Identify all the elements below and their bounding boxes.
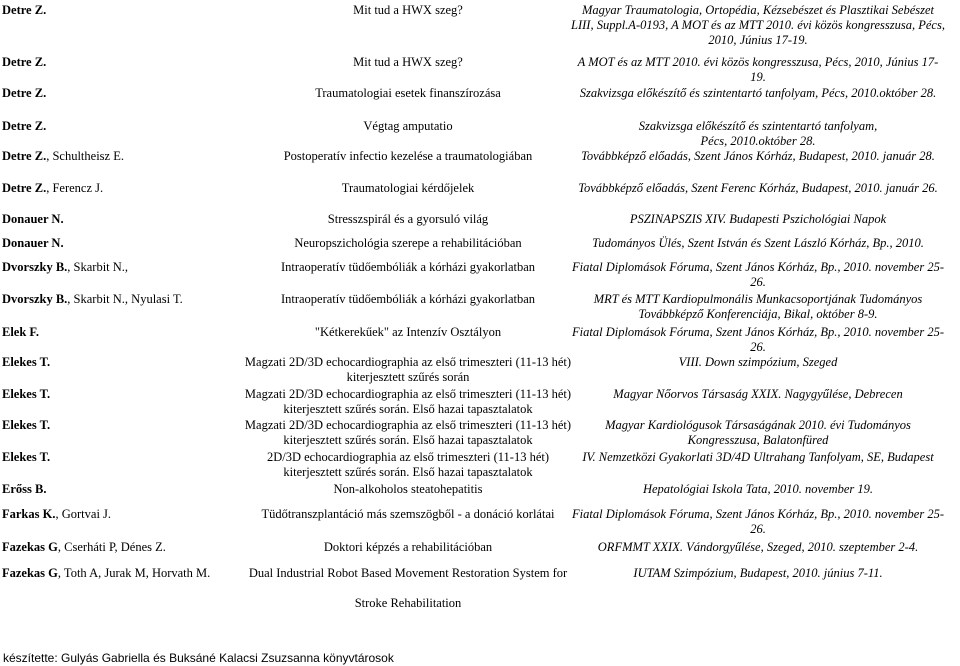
title-cell	[228, 566, 588, 611]
venue-line: Továbbképző előadás, Szent János Kórház, Budapest, 2010. január 28.	[581, 149, 935, 163]
author-cell	[2, 119, 230, 134]
title-cell	[228, 325, 588, 340]
author-cell	[2, 566, 230, 581]
author-cell	[2, 355, 230, 370]
title-cell	[228, 260, 588, 275]
venue-cell	[562, 387, 954, 402]
venue-line: Továbbképző Konferenciája, Bikal, október 8-9.	[638, 307, 878, 321]
title-line: Non-alkoholos steatohepatitis	[333, 482, 483, 496]
venue-line: Fiatal Diplomások Fóruma, Szent János Kórház, Bp., 2010. november 25-	[572, 325, 944, 339]
title-line: kiterjesztett szűrés során. Első hazai tapasztalatok	[283, 433, 533, 447]
title-cell	[228, 355, 588, 385]
author-cell	[2, 387, 230, 402]
title-line: kiterjesztett szűrés során	[346, 370, 470, 384]
co-authors: , Cserháti P, Dénes Z.	[57, 540, 166, 554]
title-line: Mit tud a HWX szeg?	[353, 3, 463, 17]
venue-line: Magyar Kardiológusok Társaságának 2010. évi Tudományos	[605, 418, 911, 432]
title-cell	[228, 292, 588, 307]
first-author: Detre Z.	[2, 55, 47, 69]
title-cell	[228, 450, 588, 480]
first-author: Fazekas G	[2, 540, 58, 554]
author-cell	[2, 86, 230, 101]
author-cell	[2, 3, 230, 18]
first-author: Detre Z.	[2, 86, 47, 100]
title-cell	[228, 149, 588, 164]
title-line: Tüdőtranszplantáció más szemszögből - a donáció korlátai	[261, 507, 555, 521]
venue-cell	[562, 260, 954, 290]
venue-line: IUTAM Szimpózium, Budapest, 2010. június 7-11.	[633, 566, 883, 580]
author-cell	[2, 450, 230, 465]
title-line: Intraoperatív tüdőembóliák a kórházi gyakorlatban	[280, 292, 536, 306]
title-cell	[228, 119, 588, 134]
first-author: Elekes T.	[2, 450, 51, 464]
venue-cell	[562, 418, 954, 448]
title-cell	[228, 540, 588, 555]
author-cell	[2, 260, 230, 275]
venue-line: PSZINAPSZIS XIV. Budapesti Pszichológiai Napok	[629, 212, 887, 226]
title-cell	[228, 3, 588, 18]
author-cell	[2, 482, 230, 497]
footer-credit: készítette: Gulyás Gabriella és Buksáné Kalacsi Zsuzsanna könyvtárosok	[3, 651, 394, 665]
venue-line: Továbbképző előadás, Szent Ferenc Kórház, Budapest, 2010. január 26.	[578, 181, 938, 195]
venue-line: 26.	[750, 275, 766, 289]
title-line: "Kétkerekűek" az Intenzív Osztályon	[314, 325, 502, 339]
venue-line: Pécs, 2010.október 28.	[700, 134, 816, 148]
first-author: Elekes T.	[2, 387, 51, 401]
co-authors: , Gortvai J.	[55, 507, 112, 521]
author-cell	[2, 181, 230, 196]
co-authors: , Ferencz J.	[46, 181, 104, 195]
first-author: Donauer N.	[2, 212, 64, 226]
co-authors: , Skarbit N.,	[67, 260, 129, 274]
venue-cell	[562, 292, 954, 322]
title-line: Postoperatív infectio kezelése a traumatologiában	[283, 149, 533, 163]
author-cell	[2, 507, 230, 522]
title-line: Dual Industrial Robot Based Movement Restoration System for	[248, 566, 568, 580]
venue-cell	[562, 566, 954, 581]
author-cell	[2, 212, 230, 227]
title-line: 2D/3D echocardiographia az első trimeszteri (11-13 hét)	[266, 450, 550, 464]
title-cell	[228, 181, 588, 196]
title-line: Magzati 2D/3D echocardiographia az első trimeszteri (11-13 hét)	[244, 418, 572, 432]
first-author: Detre Z.	[2, 3, 47, 17]
co-authors: , Schultheisz E.	[46, 149, 124, 163]
title-line: Stroke Rehabilitation	[354, 596, 462, 610]
first-author: Donauer N.	[2, 236, 64, 250]
co-authors: , Toth A, Jurak M, Horvath M.	[57, 566, 211, 580]
title-line: Traumatologiai kérdőjelek	[341, 181, 475, 195]
venue-cell	[562, 86, 954, 101]
title-line	[228, 581, 588, 596]
first-author: Detre Z.	[2, 119, 47, 133]
venue-line: Fiatal Diplomások Fóruma, Szent János Kórház, Bp., 2010. november 25-	[572, 260, 944, 274]
title-line: kiterjesztett szűrés során. Első hazai tapasztalatok	[283, 402, 533, 416]
author-cell	[2, 292, 230, 307]
title-cell	[228, 55, 588, 70]
first-author: Farkas K.	[2, 507, 56, 521]
venue-cell	[562, 149, 954, 164]
title-line: Végtag amputatio	[363, 119, 453, 133]
first-author: Dvorszky B.	[2, 292, 68, 306]
venue-cell	[562, 482, 954, 497]
title-line: Neuropszichológia szerepe a rehabilitációban	[294, 236, 522, 250]
first-author: Detre Z.	[2, 181, 47, 195]
venue-line: Tudományos Ülés, Szent István és Szent László Kórház, Bp., 2010.	[592, 236, 924, 250]
venue-line: Szakvizsga előkészítő és szintentartó tanfolyam,	[638, 119, 878, 133]
venue-line: Magyar Nőorvos Társaság XXIX. Nagygyűlése, Debrecen	[613, 387, 903, 401]
venue-line: A MOT és az MTT 2010. évi közös kongresszusa, Pécs, 2010, Június 17-	[577, 55, 939, 69]
venue-cell	[562, 3, 954, 48]
venue-cell	[562, 119, 954, 149]
venue-cell	[562, 236, 954, 251]
venue-line: IV. Nemzetközi Gyakorlati 3D/4D Ultrahang Tanfolyam, SE, Budapest	[582, 450, 934, 464]
venue-line: 2010, Június 17-19.	[708, 33, 808, 47]
author-cell	[2, 236, 230, 251]
venue-cell	[562, 55, 954, 85]
venue-cell	[562, 540, 954, 555]
first-author: Elekes T.	[2, 355, 51, 369]
venue-line: MRT és MTT Kardiopulmonális Munkacsoportjának Tudományos	[593, 292, 923, 306]
author-cell	[2, 540, 230, 555]
venue-line: ORFMMT XXIX. Vándorgyűlése, Szeged, 2010. szeptember 2-4.	[597, 540, 919, 554]
venue-cell	[562, 507, 954, 537]
author-cell	[2, 149, 230, 164]
title-cell	[228, 387, 588, 417]
title-cell	[228, 86, 588, 101]
title-cell	[228, 418, 588, 448]
first-author: Elekes T.	[2, 418, 51, 432]
venue-line: 19.	[750, 70, 766, 84]
venue-line: Magyar Traumatologia, Ortopédia, Kézsebészet és Plasztikai Sebészet	[581, 3, 935, 17]
first-author: Elek F.	[2, 325, 40, 339]
venue-cell	[562, 325, 954, 355]
title-line: Magzati 2D/3D echocardiographia az első trimeszteri (11-13 hét)	[244, 387, 572, 401]
first-author: Fazekas G	[2, 566, 58, 580]
venue-line: LIII, Suppl.A-0193, A MOT és az MTT 2010. évi közös kongresszusa, Pécs,	[571, 18, 945, 32]
title-line: Mit tud a HWX szeg?	[353, 55, 463, 69]
venue-cell	[562, 181, 954, 196]
venue-line: Fiatal Diplomások Fóruma, Szent János Kórház, Bp., 2010. november 25-	[572, 507, 944, 521]
venue-line: VIII. Down szimpózium, Szeged	[678, 355, 838, 369]
venue-cell	[562, 355, 954, 370]
title-line: Intraoperatív tüdőembóliák a kórházi gyakorlatban	[280, 260, 536, 274]
venue-line: 26.	[750, 340, 766, 354]
author-cell	[2, 418, 230, 433]
venue-line: Hepatológiai Iskola Tata, 2010. november 19.	[642, 482, 874, 496]
venue-cell	[562, 212, 954, 227]
title-line: Magzati 2D/3D echocardiographia az első trimeszteri (11-13 hét)	[244, 355, 572, 369]
first-author: Dvorszky B.	[2, 260, 68, 274]
first-author: Erőss B.	[2, 482, 47, 496]
title-line: kiterjesztett szűrés során. Első hazai tapasztalatok	[283, 465, 533, 479]
author-cell	[2, 55, 230, 70]
title-cell	[228, 236, 588, 251]
title-cell	[228, 212, 588, 227]
venue-line: 26.	[750, 522, 766, 536]
title-line: Stresszspirál és a gyorsuló világ	[327, 212, 489, 226]
venue-line: Kongresszusa, Balatonfüred	[687, 433, 829, 447]
venue-cell	[562, 450, 954, 465]
title-cell	[228, 507, 588, 522]
title-cell	[228, 482, 588, 497]
venue-line: Szakvizsga előkészítő és szintentartó tanfolyam, Pécs, 2010.október 28.	[579, 86, 937, 100]
first-author: Detre Z.	[2, 149, 47, 163]
co-authors: , Skarbit N., Nyulasi T.	[67, 292, 183, 306]
title-line: Traumatologiai esetek finanszírozása	[315, 86, 501, 100]
title-line: Doktori képzés a rehabilitációban	[323, 540, 493, 554]
author-cell	[2, 325, 230, 340]
